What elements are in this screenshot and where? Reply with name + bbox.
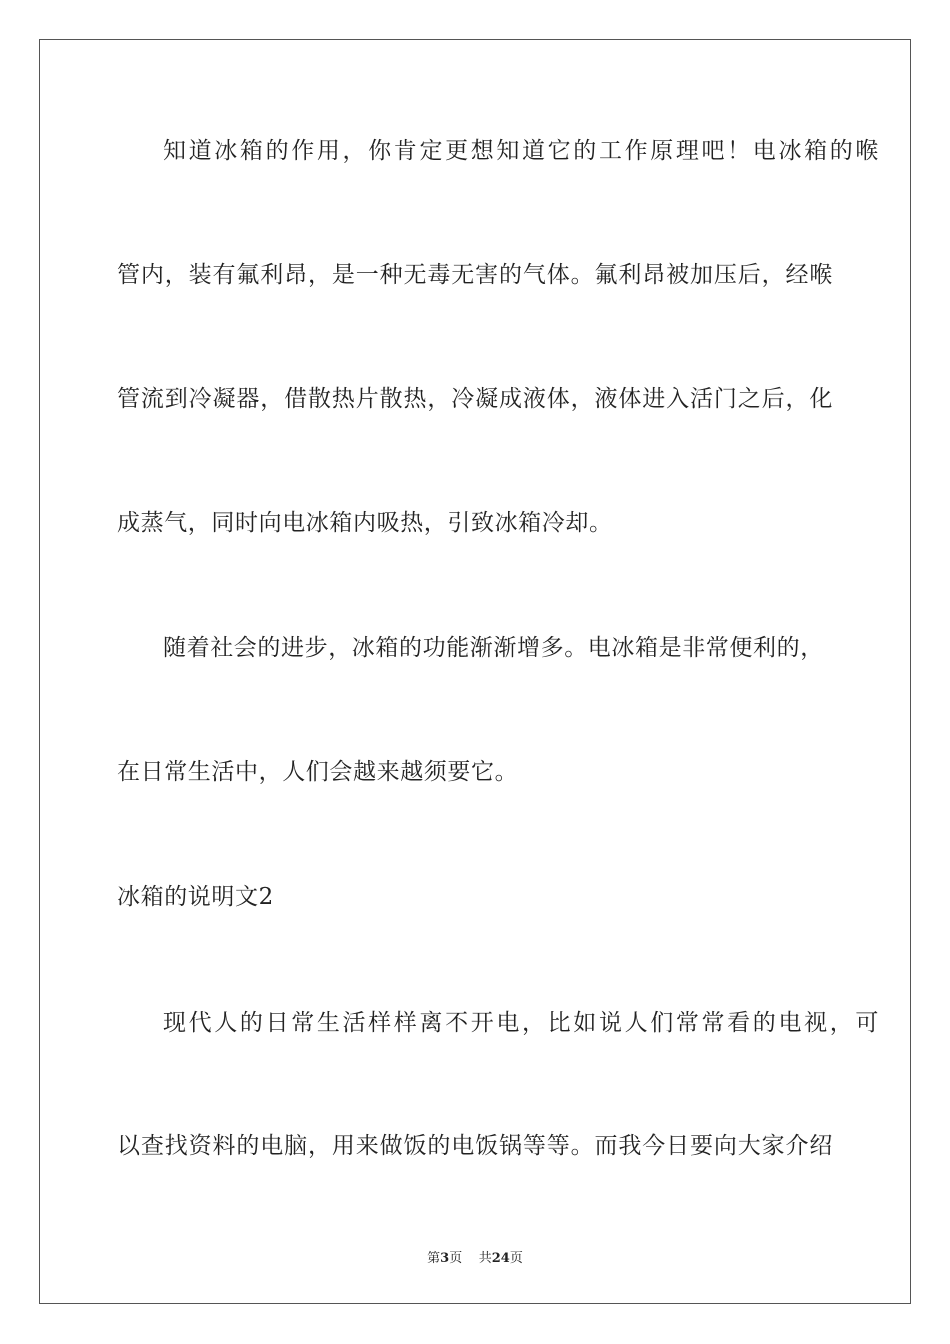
- page-footer: [0, 1247, 950, 1266]
- paragraph-2-line-2: 在日常生活中，人们会越来越须要它。: [117, 759, 519, 785]
- footer-page-prefix: 第: [427, 1251, 441, 1266]
- footer-total-suffix: 页: [509, 1251, 523, 1266]
- paragraph-1-line-3: 管流到冷凝器，借散热片散热，冷凝成液体，液体进入活门之后，化: [117, 386, 833, 412]
- paragraph-1-line-1: 知道冰箱的作用，你肯定更想知道它的工作原理吧！电冰箱的喉: [163, 138, 879, 164]
- footer-total-number: 24: [491, 1251, 510, 1266]
- paragraph-2-line-1: 随着社会的进步，冰箱的功能渐渐增多。电冰箱是非常便利的，: [163, 635, 824, 661]
- section-heading: 冰箱的说明文2: [117, 884, 274, 910]
- paragraph-1-line-2: 管内，装有氟利昂，是一种无毒无害的气体。氟利昂被加压后，经喉: [117, 262, 833, 288]
- footer-page-number: 3: [440, 1251, 450, 1266]
- paragraph-3-line-1: 现代人的日常生活样样离不开电，比如说人们常常看的电视，可: [163, 1010, 879, 1036]
- paragraph-3-line-2: 以查找资料的电脑，用来做饭的电饭锅等等。而我今日要向大家介绍: [117, 1133, 833, 1159]
- footer-page-suffix: 页: [449, 1251, 463, 1266]
- footer-total-prefix: 共: [478, 1251, 492, 1266]
- paragraph-1-line-4: 成蒸气，同时向电冰箱内吸热，引致冰箱冷却。: [117, 510, 613, 536]
- page-border: [39, 39, 911, 1304]
